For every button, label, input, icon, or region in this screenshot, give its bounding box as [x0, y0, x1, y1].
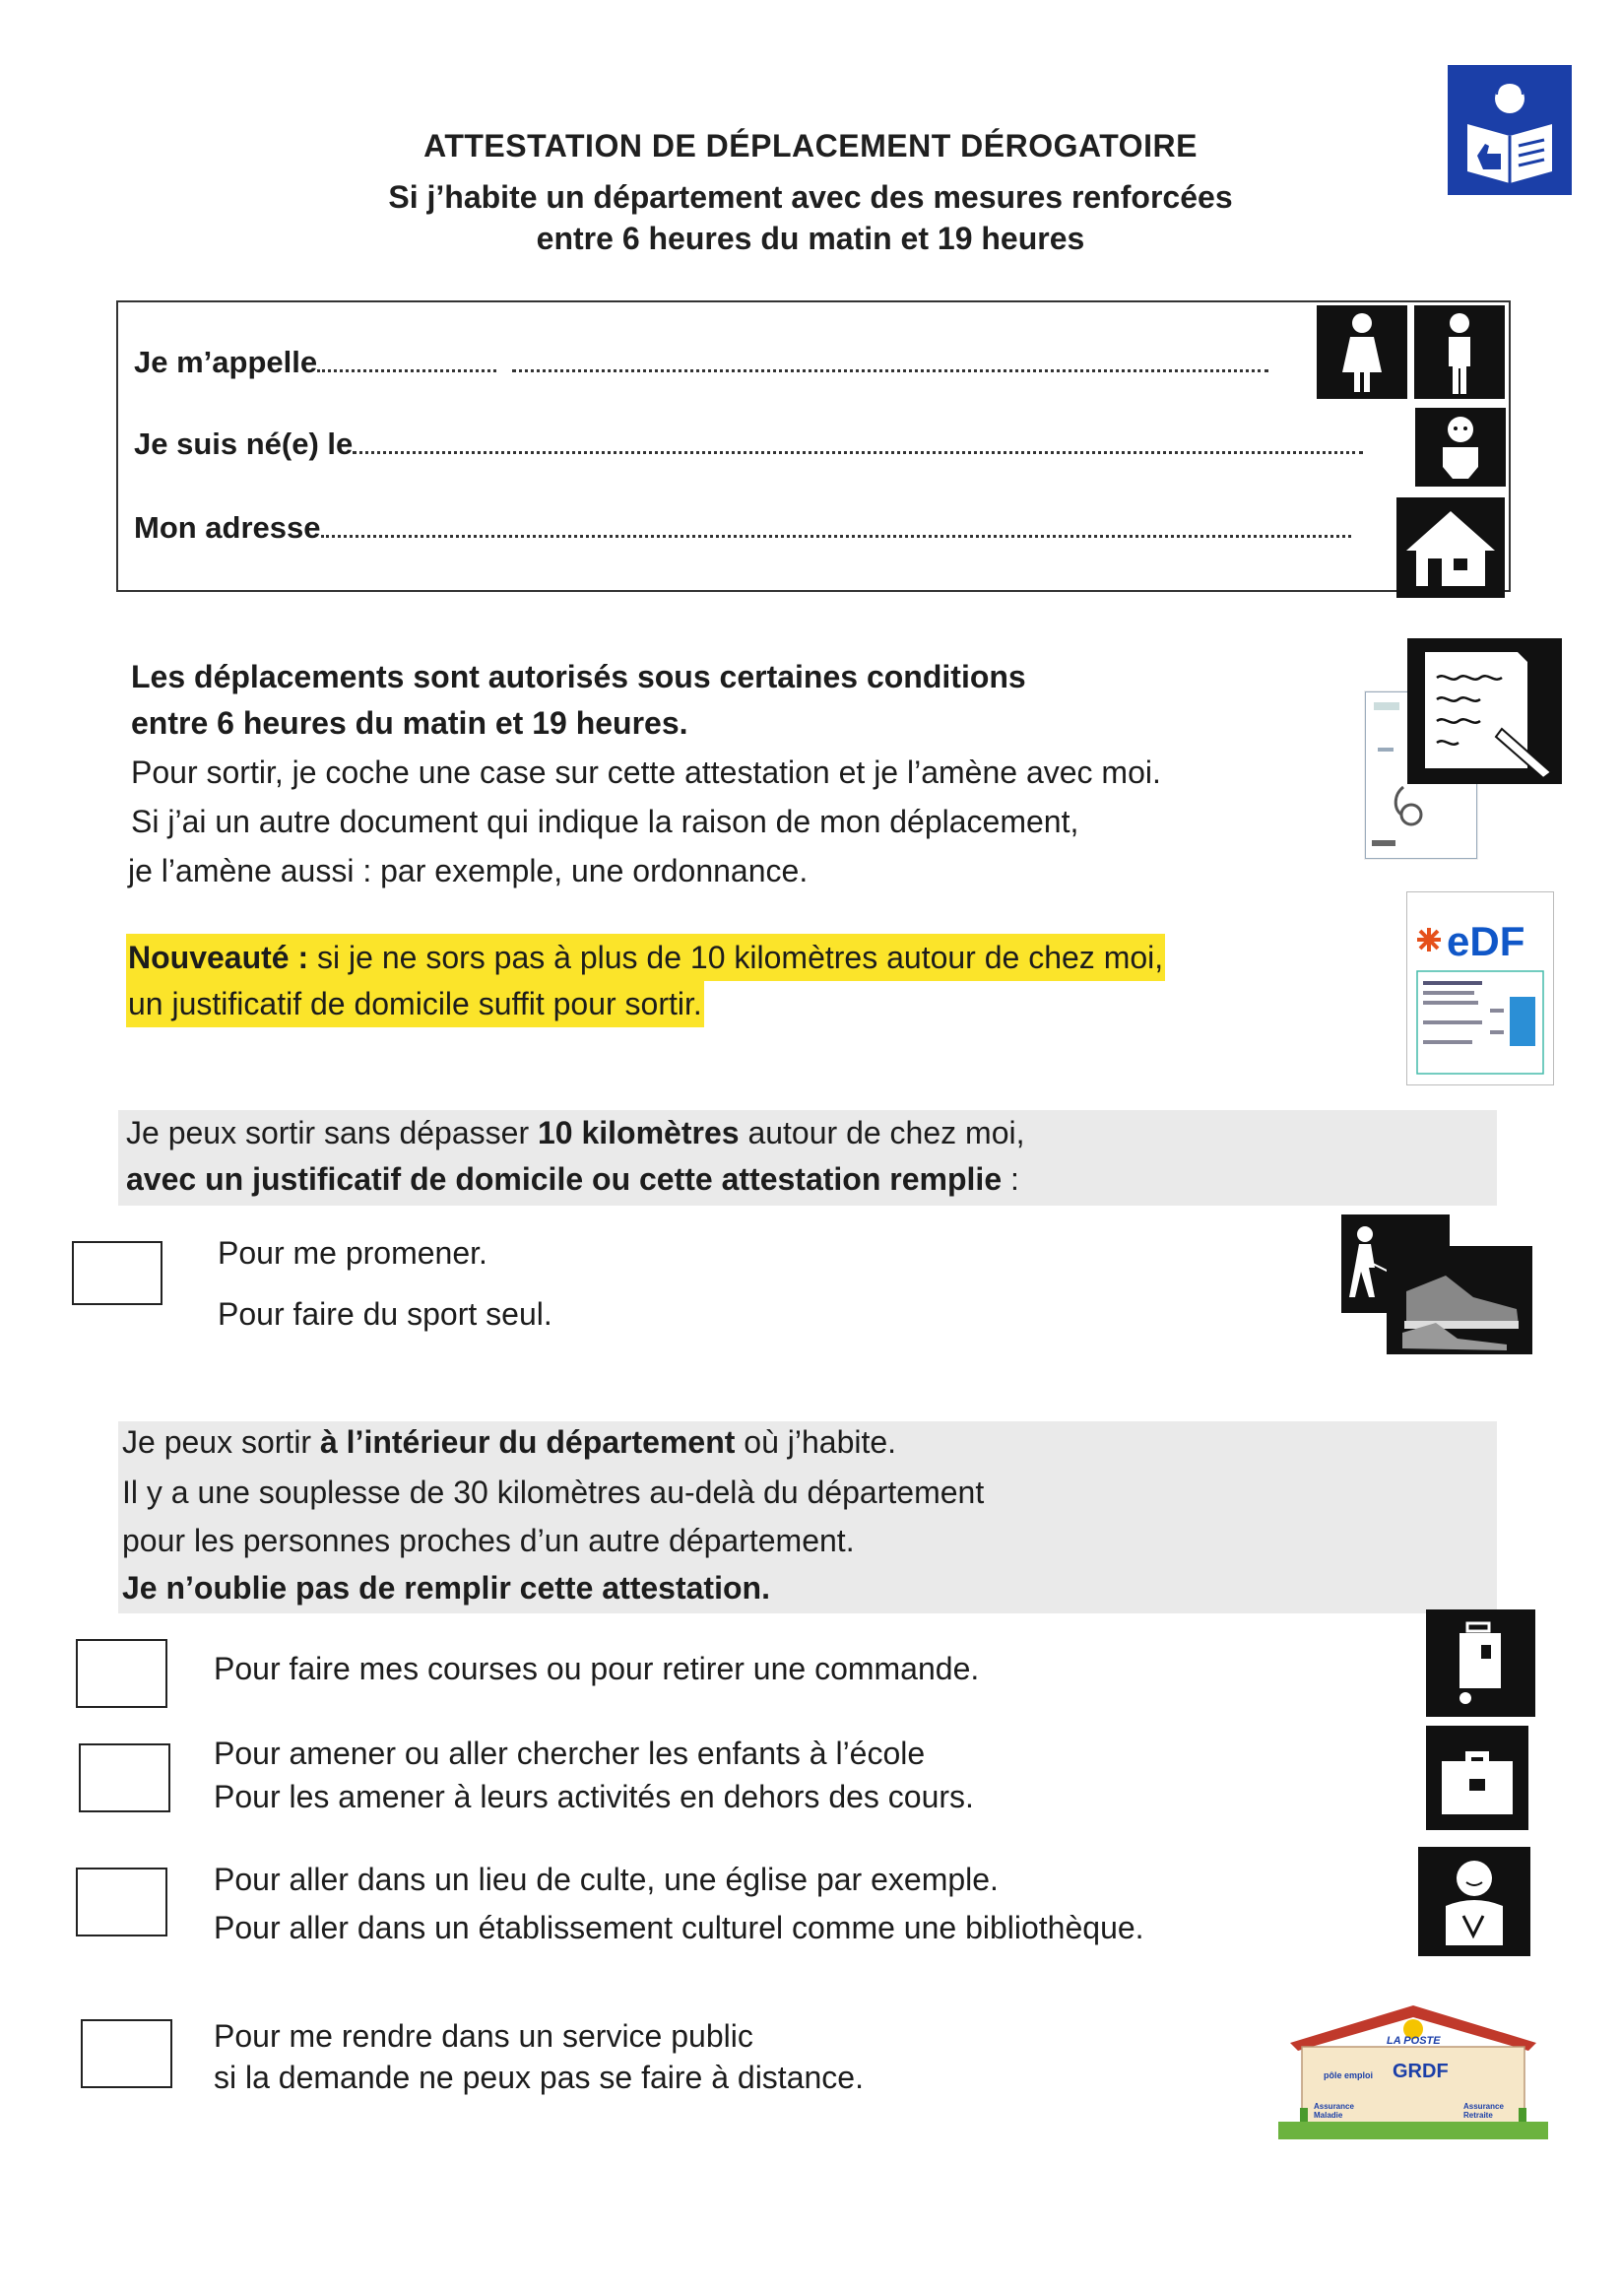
document-subtitle-hours: entre 6 heures du matin et 19 heures — [536, 221, 1085, 256]
public-service-option-label-2: si la demande ne peux pas se faire à distance. — [214, 2060, 864, 2095]
assurance-retraite-logo: Assurance Retraite — [1463, 2102, 1504, 2120]
address-label: Mon adresse — [134, 510, 321, 545]
man-icon — [1414, 305, 1505, 399]
section-dept-line-2: Il y a une souplesse de 30 kilomètres au-delà du département — [122, 1475, 985, 1510]
address-field-row — [134, 510, 1351, 546]
document-icon — [1407, 638, 1562, 784]
house-icon — [1396, 497, 1505, 598]
woman-icon — [1317, 305, 1407, 399]
section-10km-text-a: Je peux sortir sans dépasser — [126, 1115, 538, 1150]
section-10km-text-c: autour de chez moi, — [739, 1115, 1025, 1150]
edf-bill-icon — [1406, 891, 1554, 1085]
section-10km-colon: : — [1002, 1161, 1019, 1197]
shopping-checkbox[interactable] — [76, 1639, 167, 1708]
section-dept-text-a: Je peux sortir — [122, 1424, 320, 1460]
section-dept-line-3: pour les personnes proches d’un autre département. — [122, 1523, 855, 1558]
walk-checkbox[interactable] — [72, 1241, 162, 1305]
intro-text-1: Pour sortir, je coche une case sur cette attestation et je l’amène avec moi. — [131, 754, 1161, 790]
shopping-trolley-icon — [1426, 1609, 1535, 1717]
intro-text-3: je l’amène aussi : par exemple, une ordonnance. — [128, 853, 809, 888]
document-subtitle: Si j’habite un département avec des mesures renforcées — [388, 179, 1233, 215]
birth-date-input[interactable] — [353, 443, 1363, 454]
sport-option-label: Pour faire du sport seul. — [218, 1296, 552, 1332]
news-line-1 — [126, 934, 1165, 981]
briefcase-icon — [1426, 1726, 1528, 1830]
news-text-1: si je ne sors pas à plus de 10 kilomètres autour de chez moi, — [308, 940, 1164, 975]
document-title: ATTESTATION DE DÉPLACEMENT DÉROGATOIRE — [423, 128, 1198, 164]
address-input[interactable] — [321, 527, 1351, 538]
public-services-house-icon — [1270, 2000, 1556, 2143]
news-line-2: un justificatif de domicile suffit pour sortir. — [126, 980, 704, 1027]
intro-heading-1: Les déplacements sont autorisés sous certaines conditions — [131, 659, 1026, 694]
edf-logo: eDF — [1447, 918, 1525, 964]
culture-option-label: Pour aller dans un établissement culturel comme une bibliothèque. — [214, 1910, 1144, 1945]
grdf-logo: GRDF — [1393, 2061, 1449, 2082]
sneaker-icon — [1387, 1246, 1532, 1354]
section-dept-area: à l’intérieur du département — [319, 1424, 736, 1460]
school-option-label-1: Pour amener ou aller chercher les enfants à l’école — [214, 1736, 926, 1771]
praying-person-icon — [1418, 1847, 1530, 1956]
school-checkbox[interactable] — [79, 1743, 170, 1812]
section-10km-distance: 10 kilomètres — [537, 1115, 740, 1150]
birth-label: Je suis né(e) le — [134, 426, 354, 461]
public-service-option-label-1: Pour me rendre dans un service public — [214, 2018, 753, 2054]
section-dept-text-c: où j’habite. — [735, 1424, 897, 1460]
name-input-continued[interactable] — [512, 361, 1268, 372]
pole-emploi-logo: pôle emploi — [1324, 2070, 1374, 2080]
public-service-checkbox[interactable] — [81, 2019, 172, 2088]
intro-heading-2: entre 6 heures du matin et 19 heures. — [131, 705, 688, 741]
section-10km-line-2 — [126, 1155, 1019, 1203]
name-input[interactable] — [317, 361, 496, 372]
worship-option-label: Pour aller dans un lieu de culte, une église par exemple. — [214, 1862, 999, 1897]
intro-text-2: Si j’ai un autre document qui indique la raison de mon déplacement, — [131, 804, 1079, 839]
la-poste-sign: LA POSTE — [1387, 2035, 1441, 2047]
walk-option-label: Pour me promener. — [218, 1235, 487, 1271]
section-dept-line-1 — [122, 1418, 896, 1466]
worship-culture-checkbox[interactable] — [76, 1868, 167, 1936]
school-option-label-2: Pour les amener à leurs activités en dehors des cours. — [214, 1779, 974, 1814]
section-10km-condition: avec un justificatif de domicile ou cette attestation remplie — [126, 1161, 1003, 1197]
birth-field-row — [134, 426, 1363, 462]
assurance-maladie-logo: Assurance Maladie — [1314, 2102, 1354, 2120]
name-field-row — [134, 345, 1268, 380]
section-10km-line-1 — [126, 1109, 1024, 1156]
news-label: Nouveauté : — [128, 940, 309, 975]
shopping-option-label: Pour faire mes courses ou pour retirer une commande. — [214, 1651, 980, 1686]
name-label: Je m’appelle — [134, 345, 318, 379]
section-dept-reminder: Je n’oublie pas de remplir cette attestation. — [122, 1570, 770, 1606]
baby-icon — [1415, 408, 1506, 487]
